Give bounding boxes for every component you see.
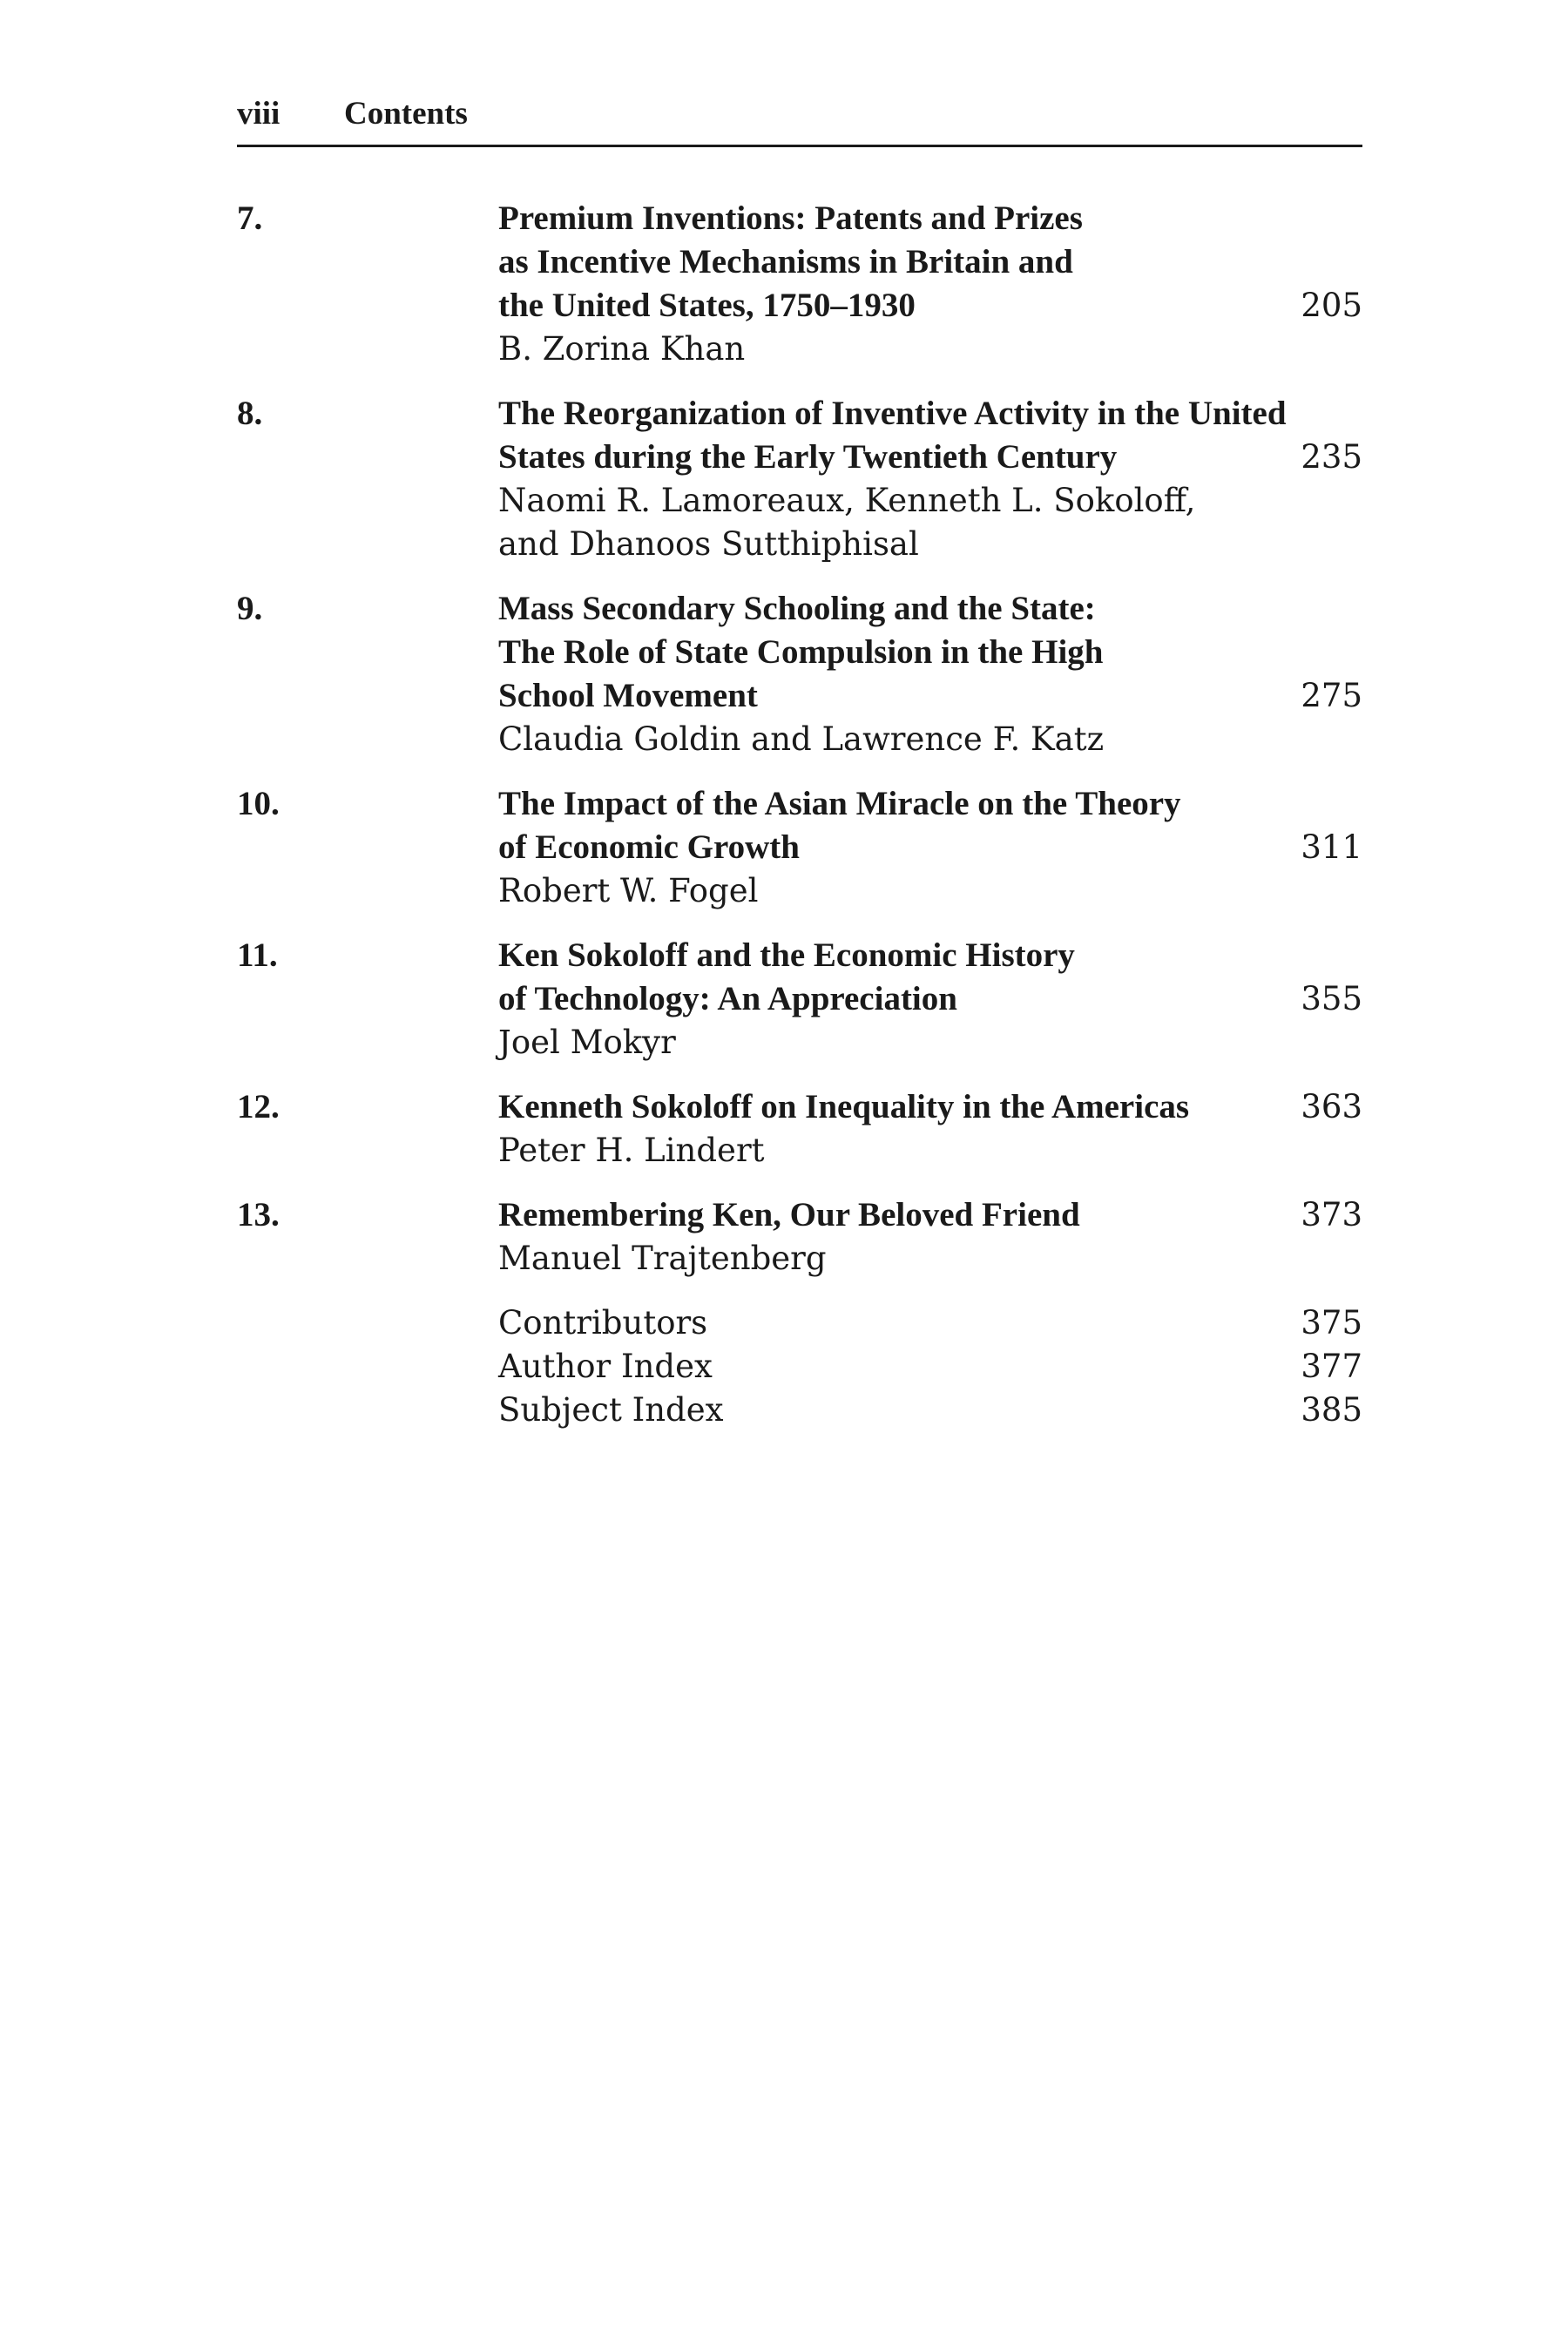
chapter-title-text: States during the Early Twentieth Century: [498, 438, 1118, 476]
back-matter-item: [498, 1301, 1362, 1345]
back-matter-list: [498, 1301, 1362, 1432]
chapter-number: 10.: [237, 785, 280, 822]
toc-entry: [237, 934, 1362, 1064]
chapter-details: [498, 1085, 1362, 1173]
chapter-author: Claudia Goldin and Lawrence F. Katz: [498, 720, 1105, 758]
back-matter-label: Contributors: [498, 1304, 708, 1342]
chapter-title-line: [498, 587, 1362, 631]
chapter-title-line: [498, 826, 1362, 869]
toc-entry: [237, 782, 1362, 913]
chapter-number: 11.: [237, 936, 278, 974]
chapter-title-line: [498, 674, 1362, 718]
chapter-title-line: [498, 934, 1362, 977]
table-of-contents: [237, 197, 1362, 1432]
chapter-details: [498, 392, 1362, 566]
back-matter-label: Subject Index: [498, 1391, 724, 1429]
chapter-title-text: School Movement: [498, 677, 758, 714]
chapter-title-text: Ken Sokoloff and the Economic History: [498, 936, 1075, 974]
chapter-title-line: [498, 197, 1362, 240]
chapter-number: 13.: [237, 1196, 280, 1233]
toc-entry: [237, 392, 1362, 566]
chapter-title-text: the United States, 1750–1930: [498, 287, 916, 324]
chapter-title-text: The Impact of the Asian Miracle on the Theory: [498, 785, 1181, 822]
chapter-details: [498, 934, 1362, 1064]
chapter-title-line: [498, 284, 1362, 328]
page-header: [237, 92, 1362, 147]
chapter-title-line: [498, 977, 1362, 1021]
page-number: 363: [1301, 1088, 1362, 1125]
chapter-number: 12.: [237, 1088, 280, 1125]
toc-entry: [237, 1085, 1362, 1173]
page-number: 373: [1301, 1196, 1362, 1233]
page-number: 385: [1301, 1391, 1362, 1429]
chapter-title-text: of Economic Growth: [498, 828, 800, 866]
chapter-title-line: [498, 392, 1362, 436]
back-matter-item: [498, 1389, 1362, 1432]
chapter-number: 8.: [237, 395, 263, 432]
chapter-number: 9.: [237, 590, 263, 627]
chapter-author: B. Zorina Khan: [498, 330, 746, 368]
chapter-title-text: Mass Secondary Schooling and the State:: [498, 590, 1096, 627]
toc-entry: [237, 587, 1362, 761]
page-number: 205: [1301, 287, 1362, 324]
chapter-title-text: of Technology: An Appreciation: [498, 980, 957, 1017]
chapter-title-text: as Incentive Mechanisms in Britain and: [498, 243, 1073, 280]
chapter-details: [498, 587, 1362, 761]
chapter-author: and Dhanoos Sutthiphisal: [498, 525, 919, 563]
back-matter-label: Author Index: [498, 1348, 713, 1385]
chapter-title-line: [498, 1085, 1362, 1129]
chapter-author: Manuel Trajtenberg: [498, 1240, 827, 1277]
chapter-title-line: [498, 240, 1362, 284]
chapter-title-text: Remembering Ken, Our Beloved Friend: [498, 1196, 1080, 1233]
chapter-title-line: [498, 782, 1362, 826]
chapter-author: Robert W. Fogel: [498, 872, 759, 909]
back-matter-item: [498, 1345, 1362, 1389]
chapter-author: Peter H. Lindert: [498, 1132, 765, 1169]
chapter-author: Naomi R. Lamoreaux, Kenneth L. Sokoloff,: [498, 482, 1196, 519]
page-number: 311: [1301, 828, 1362, 866]
chapter-title-line: [498, 631, 1362, 674]
chapter-author: Joel Mokyr: [498, 1024, 676, 1061]
running-title: Contents: [344, 96, 468, 132]
chapter-title-line: [498, 436, 1362, 479]
toc-entry: [237, 197, 1362, 371]
chapter-title-line: [498, 1193, 1362, 1237]
chapter-details: [498, 1193, 1362, 1281]
page-number: 375: [1301, 1304, 1362, 1342]
toc-entry: [237, 1193, 1362, 1281]
chapter-title-text: Premium Inventions: Patents and Prizes: [498, 199, 1083, 237]
page-number: 235: [1301, 438, 1362, 476]
page-folio: viii: [237, 96, 280, 132]
chapter-details: [498, 197, 1362, 371]
chapter-title-text: The Reorganization of Inventive Activity in the United: [498, 395, 1287, 432]
page-number: 377: [1301, 1348, 1362, 1385]
chapter-details: [498, 782, 1362, 913]
page-number: 355: [1301, 980, 1362, 1017]
chapter-number: 7.: [237, 199, 263, 237]
page-number: 275: [1301, 677, 1362, 714]
chapter-title-text: The Role of State Compulsion in the High: [498, 633, 1104, 671]
chapter-title-text: Kenneth Sokoloff on Inequality in the Americas: [498, 1088, 1190, 1125]
